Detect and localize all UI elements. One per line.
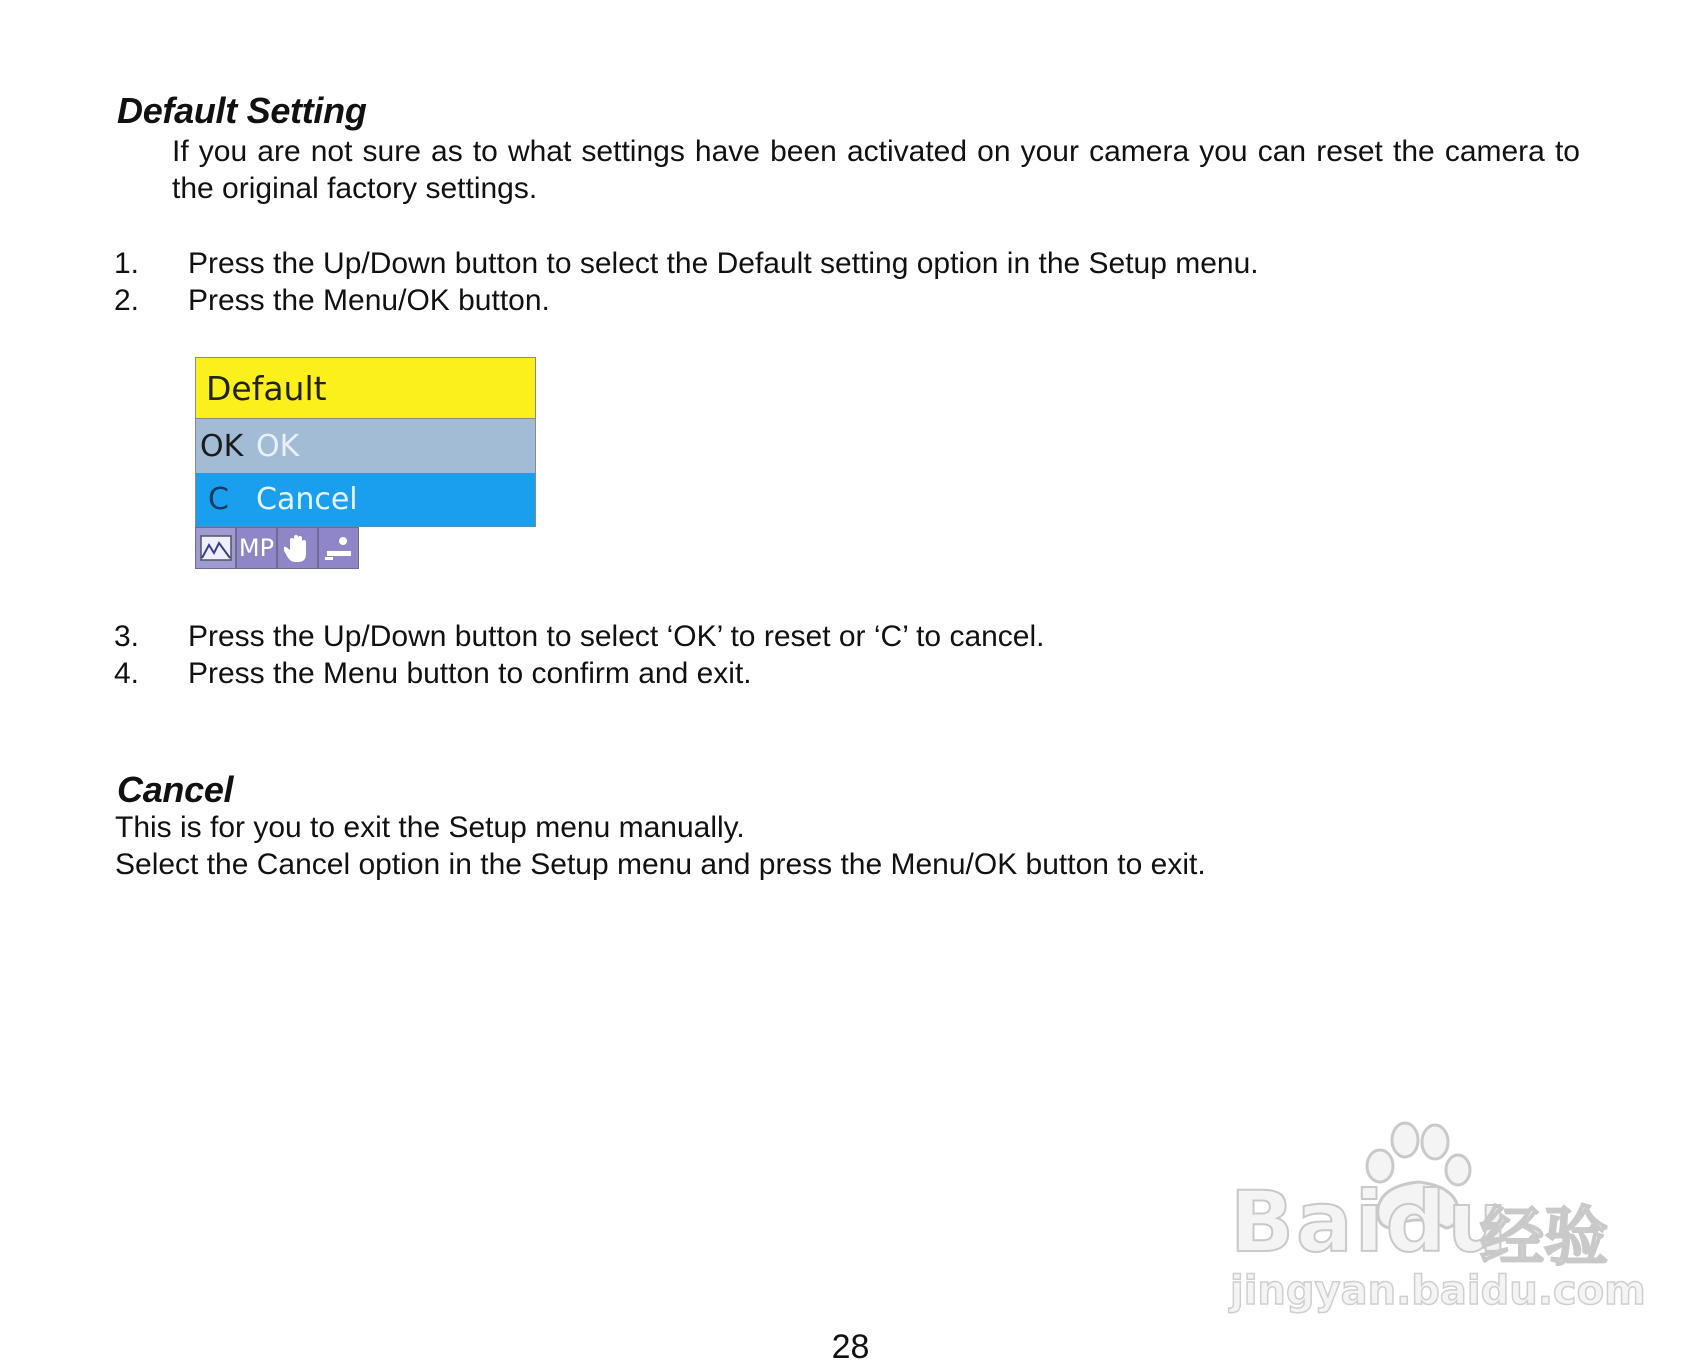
step-text: Press the Menu button to confirm and exit.: [188, 657, 752, 690]
step-item: [114, 655, 1045, 692]
step-item: [114, 618, 1045, 655]
menu-option-cancel: [195, 473, 536, 527]
step-item: [114, 245, 1259, 282]
menu-option-ok: [195, 419, 536, 473]
baidu-watermark: [1210, 1118, 1646, 1318]
default-setting-heading: Default Setting: [117, 90, 367, 131]
step-number: 2.: [114, 284, 140, 317]
setup-wrench-icon: [318, 527, 359, 569]
option-key: C: [208, 482, 229, 517]
watermark-brand-cn: 经验: [1480, 1201, 1608, 1275]
option-key: OK: [200, 428, 244, 464]
step-item: [114, 282, 1259, 319]
step-number: 4.: [114, 657, 140, 690]
default-setting-intro: If you are not sure as to what settings have been activated on your camera you can reset the camera to the original factory settings.: [172, 135, 1580, 205]
option-label: OK: [256, 428, 300, 464]
step-text: Press the Up/Down button to select ‘OK’ to reset or ‘C’ to cancel.: [188, 620, 1045, 653]
cancel-heading: Cancel: [117, 769, 234, 810]
menu-tab-icons: [195, 527, 536, 569]
image-quality-icon: [195, 527, 236, 569]
page-number: 28: [831, 1328, 870, 1366]
mp-resolution-icon: MP: [236, 527, 277, 569]
watermark-url: jingyan.baidu.com: [1230, 1268, 1646, 1314]
hand-stabilizer-icon: [277, 527, 318, 569]
steps-list-2: [114, 618, 1045, 692]
step-text: Press the Up/Down button to select the Default setting option in the Setup menu.: [188, 247, 1259, 280]
camera-default-menu-screenshot: [195, 357, 536, 582]
menu-title: Default: [195, 357, 536, 419]
step-number: 3.: [114, 620, 140, 653]
step-number: 1.: [114, 247, 140, 280]
watermark-brand: Baidu: [1230, 1173, 1510, 1271]
steps-list-1: [114, 245, 1259, 319]
step-text: Press the Menu/OK button.: [188, 284, 550, 317]
cancel-line-2: Select the Cancel option in the Setup menu and press the Menu/OK button to exit.: [115, 848, 1206, 881]
cancel-description: [115, 809, 1565, 883]
option-label: Cancel: [256, 482, 358, 517]
cancel-line-1: This is for you to exit the Setup menu manually.: [115, 811, 745, 844]
